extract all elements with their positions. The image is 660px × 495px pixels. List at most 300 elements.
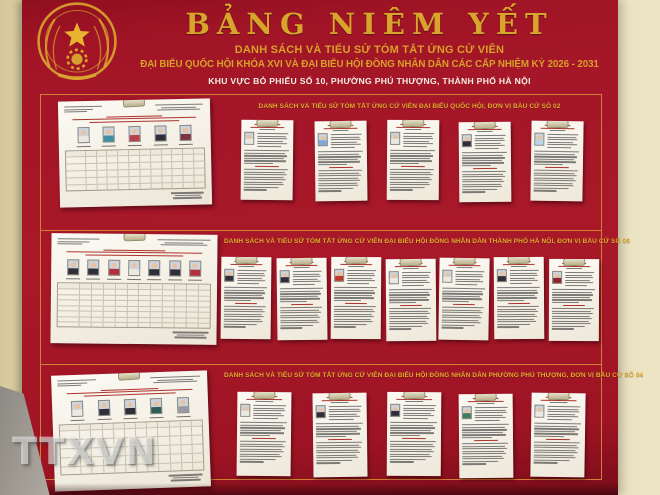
text-line [403, 268, 419, 269]
text-line [462, 184, 501, 185]
text-line [462, 451, 504, 452]
poster-title [57, 249, 211, 258]
text-line [390, 422, 437, 423]
text-line [534, 180, 576, 182]
text-line [280, 293, 321, 295]
text-line [390, 155, 433, 156]
text-line [224, 292, 265, 294]
candidate-photos-row [64, 397, 196, 418]
paper-clip-icon [235, 257, 257, 265]
text-line [534, 161, 576, 163]
text-line [534, 431, 575, 433]
text-line [565, 280, 590, 281]
text-line [403, 138, 434, 139]
text-line [334, 319, 371, 320]
portrait-photo [108, 260, 120, 276]
text-line [176, 334, 204, 335]
text-line [509, 283, 532, 284]
text-line [334, 297, 374, 298]
text-line [64, 106, 102, 108]
text-line [329, 167, 353, 168]
biography-paper [549, 259, 599, 341]
text-line [462, 456, 502, 457]
paper-header-lines [237, 269, 269, 286]
text-line [316, 447, 361, 449]
text-line [474, 148, 498, 149]
biography-paper [530, 393, 585, 478]
text-line [328, 406, 362, 408]
text-line [455, 281, 483, 283]
candidate-name [176, 416, 190, 418]
paper-clip-icon [253, 392, 275, 400]
text-line [462, 434, 506, 435]
text-line [390, 169, 434, 170]
text-line [534, 447, 579, 449]
paper-clip-icon [563, 259, 585, 266]
poster-footer [61, 474, 205, 487]
text-line [534, 423, 581, 425]
text-line [390, 456, 432, 457]
text-line [455, 271, 485, 273]
text-line [552, 294, 593, 295]
text-line [257, 133, 289, 134]
text-line [253, 410, 286, 411]
text-line [334, 324, 367, 325]
text-line [549, 130, 566, 131]
text-line [405, 129, 422, 130]
text-line [474, 415, 502, 416]
text-line [173, 332, 209, 333]
face [154, 401, 160, 407]
text-line [473, 168, 497, 169]
text-line [390, 150, 435, 151]
text-line [534, 436, 564, 438]
text-line [403, 133, 435, 134]
text-line [474, 135, 506, 136]
text-line [334, 306, 376, 307]
paper-header-lines [292, 270, 324, 287]
shirt [317, 412, 325, 417]
paper-clip-icon [328, 393, 350, 401]
text-line [401, 272, 431, 273]
shirt [535, 412, 543, 417]
paper-clip-icon [548, 393, 570, 401]
text-line [316, 444, 359, 446]
text-line [390, 459, 426, 460]
paper-header [552, 271, 596, 287]
text-line [240, 459, 276, 460]
candidate-name [102, 146, 116, 147]
face [152, 263, 158, 269]
text-line [164, 242, 203, 243]
face [172, 263, 178, 269]
text-line [316, 442, 362, 444]
portrait-photo [128, 126, 140, 142]
text-line [552, 326, 585, 327]
text-line [389, 299, 429, 300]
text-line [244, 182, 283, 183]
face [131, 263, 137, 269]
shirt [553, 278, 561, 283]
text-line [545, 439, 570, 440]
text-line [253, 408, 284, 409]
text-line [316, 431, 357, 433]
text-line [547, 411, 580, 413]
text-line [318, 178, 358, 180]
portrait-photo [150, 398, 163, 414]
text-line [318, 156, 361, 158]
portrait-photo [462, 406, 472, 419]
shirt [335, 276, 343, 281]
portrait-photo [334, 269, 344, 282]
biography-paper [331, 257, 382, 339]
text-line [474, 138, 503, 139]
portrait-photo [389, 271, 399, 284]
text-line [403, 405, 437, 406]
text-line [280, 291, 320, 293]
text-line [403, 413, 431, 414]
text-line [474, 143, 501, 144]
table-cell [107, 184, 118, 190]
text-line [534, 151, 579, 153]
signature-block [169, 192, 206, 200]
text-line [240, 441, 286, 443]
portrait-photo [77, 127, 89, 143]
table-cell [102, 323, 114, 328]
text-line [390, 449, 432, 450]
text-line [534, 449, 576, 451]
text-line [563, 305, 586, 306]
paper-header [390, 404, 438, 421]
text-line [328, 414, 356, 415]
portrait-photo [316, 405, 326, 418]
shirt [99, 409, 109, 415]
text-line [280, 317, 320, 319]
text-line [259, 129, 276, 130]
text-line [534, 457, 576, 459]
shirt [125, 408, 135, 414]
text-line [547, 139, 578, 141]
paper-header-lines [257, 132, 291, 149]
text-line [442, 319, 479, 321]
text-line [442, 309, 481, 311]
text-line [462, 463, 486, 464]
text-line [64, 111, 87, 113]
text-line [534, 433, 578, 435]
biography-paper [386, 259, 437, 341]
text-line [318, 164, 347, 165]
text-line [552, 321, 589, 322]
table-cell [162, 323, 174, 328]
shirt [155, 135, 165, 141]
candidate-names-row [71, 144, 199, 148]
text-line [390, 454, 430, 455]
text-line [390, 160, 432, 161]
text-line [244, 184, 284, 186]
text-line [389, 323, 428, 324]
text-line [85, 254, 184, 256]
text-line [552, 318, 592, 319]
text-line [462, 437, 492, 438]
text-line [316, 452, 360, 454]
text-line [280, 307, 322, 309]
text-line [442, 317, 482, 319]
text-line [316, 433, 360, 435]
text-line [389, 289, 432, 290]
table-cell [150, 323, 162, 328]
biography-paper [494, 257, 545, 339]
text-line [552, 311, 591, 312]
portrait-photo [534, 133, 544, 146]
text-line [316, 457, 358, 459]
text-line [240, 427, 285, 429]
paper-header-lines [253, 404, 289, 421]
text-line [316, 460, 352, 462]
text-line [403, 410, 436, 411]
text-line [280, 298, 320, 300]
candidate-names-row [63, 278, 205, 281]
text-line [328, 419, 354, 420]
paper-header [244, 132, 290, 149]
candidate-photos-row [63, 259, 205, 276]
text-line [534, 159, 574, 161]
text-line [476, 131, 493, 132]
text-line [318, 188, 353, 190]
text-line [334, 292, 375, 293]
text-line [547, 137, 576, 139]
national-motto-block [149, 376, 201, 385]
text-line [474, 440, 499, 441]
text-line [403, 418, 429, 419]
text-line [390, 163, 419, 164]
text-line [240, 451, 284, 453]
text-line [534, 185, 574, 187]
text-line [316, 462, 340, 463]
text-line [390, 441, 436, 442]
table-cell [78, 322, 90, 327]
text-line [389, 292, 429, 293]
face [157, 128, 163, 134]
text-line [328, 408, 359, 409]
text-line [390, 435, 420, 436]
text-line [552, 299, 592, 300]
text-line [534, 188, 569, 190]
table-row [67, 181, 205, 191]
biography-paper [387, 120, 440, 200]
text-line [462, 152, 507, 153]
shirt [109, 269, 119, 275]
text-line [552, 316, 590, 317]
paper-clip-icon [403, 392, 425, 399]
text-line [237, 273, 265, 274]
text-line [334, 295, 372, 296]
text-line [534, 454, 574, 456]
shirt [129, 269, 139, 275]
text-line [406, 401, 423, 402]
notice-board [22, 0, 644, 495]
shirt [463, 141, 471, 146]
text-line [534, 452, 578, 454]
text-line [334, 316, 374, 317]
text-line [330, 139, 361, 140]
candidate-photos-row [70, 125, 198, 144]
text-line [240, 461, 264, 462]
text-line [389, 313, 430, 314]
text-line [224, 326, 246, 327]
portrait-photo [280, 270, 290, 283]
paper-clip-icon [474, 122, 496, 130]
text-line [316, 426, 359, 428]
text-line [161, 106, 196, 108]
text-line [401, 166, 425, 167]
paper-clip-icon [118, 371, 141, 381]
issuer-block [57, 379, 100, 388]
text-line [390, 432, 434, 433]
paper-header [389, 271, 433, 288]
text-line [390, 446, 435, 447]
text-line [238, 266, 254, 267]
text-line [462, 432, 503, 433]
text-line [497, 324, 530, 325]
text-line [257, 143, 287, 144]
text-line [462, 443, 508, 444]
text-line [234, 303, 257, 304]
biography-paper [221, 257, 272, 340]
text-line [511, 266, 527, 267]
text-line [401, 280, 426, 281]
text-line [457, 267, 473, 268]
text-line [237, 283, 260, 284]
text-line [157, 239, 210, 241]
text-line [474, 420, 500, 421]
text-line [462, 171, 506, 172]
text-line [566, 268, 582, 269]
text-line [497, 295, 535, 296]
text-line [401, 438, 426, 439]
paper-header [316, 405, 364, 422]
text-line [253, 418, 279, 419]
text-line [334, 287, 377, 288]
portrait-photo [189, 261, 201, 277]
paper-header [280, 270, 324, 287]
text-line [334, 300, 361, 301]
text-line [237, 275, 266, 276]
paper-header [318, 133, 364, 150]
text-line [534, 175, 577, 177]
text-line [455, 276, 484, 278]
text-line [318, 159, 358, 161]
text-line [552, 323, 591, 324]
text-line [160, 244, 207, 246]
face [74, 403, 80, 409]
candidate-name [147, 279, 161, 280]
text-line [253, 415, 285, 416]
text-line [442, 298, 482, 300]
paper-header-lines [474, 406, 510, 422]
text-line [175, 195, 200, 197]
biography-paper [315, 121, 368, 202]
text-line [347, 270, 377, 271]
text-line [552, 289, 595, 290]
text-line [389, 316, 427, 317]
face [71, 262, 77, 268]
paper-header-lines [330, 133, 364, 150]
paper-header [240, 404, 288, 421]
text-line [390, 184, 430, 185]
text-line [330, 142, 357, 143]
text-line [455, 279, 480, 280]
text-line [452, 304, 475, 305]
portrait-photo [154, 126, 166, 142]
text-line [330, 134, 362, 135]
shirt [170, 270, 180, 276]
text-line [462, 179, 502, 180]
text-line [390, 430, 431, 431]
text-line [240, 422, 287, 424]
text-line [552, 313, 593, 314]
text-line [244, 179, 286, 181]
text-line [294, 267, 310, 268]
table-cell [118, 184, 129, 190]
paper-clip-icon [329, 121, 351, 129]
text-line [240, 449, 282, 451]
text-line [240, 430, 281, 432]
text-line [442, 322, 481, 324]
text-line [462, 157, 505, 158]
candidate-name [107, 279, 121, 280]
table-cell [150, 183, 161, 189]
text-line [244, 171, 285, 173]
text-line [244, 155, 287, 157]
text-line [318, 161, 360, 163]
table-cell [58, 322, 79, 327]
text-line [240, 446, 285, 448]
text-line [401, 285, 424, 286]
text-line [224, 324, 257, 325]
text-line [403, 408, 434, 409]
text-line [174, 337, 206, 338]
text-line [462, 186, 502, 187]
section-banner: DANH SÁCH VÀ TIỂU SỬ TÓM TẮT ỨNG CỬ VIÊN ĐẠI BIỂU HỘI ĐỒNG NHÂN DÂN THÀNH PHỐ HÀ NỘI, ĐƠN VỊ BẦU CỬ SỐ 06 [224, 238, 630, 245]
text-line [153, 381, 197, 384]
text-line [330, 136, 359, 137]
text-line [547, 406, 581, 408]
text-line [224, 319, 261, 320]
candidate-table [65, 148, 206, 192]
biography-paper [530, 121, 583, 202]
text-line [292, 281, 320, 282]
candidate-name [71, 420, 85, 422]
biography-paper [459, 122, 512, 202]
table-cell [170, 463, 181, 471]
text-line [550, 402, 567, 403]
text-line [547, 147, 571, 148]
candidate-name [97, 419, 111, 421]
shirt [241, 411, 249, 416]
text-line [462, 453, 506, 454]
text-line [401, 277, 430, 278]
text-line [244, 153, 285, 155]
text-line [401, 275, 429, 276]
text-line [292, 276, 321, 277]
table-cell [181, 463, 192, 471]
text-line [552, 302, 579, 303]
text-line [547, 419, 573, 420]
paper-header [462, 134, 508, 151]
text-line [57, 241, 89, 242]
text-line [318, 172, 359, 174]
paper-header [497, 269, 541, 285]
